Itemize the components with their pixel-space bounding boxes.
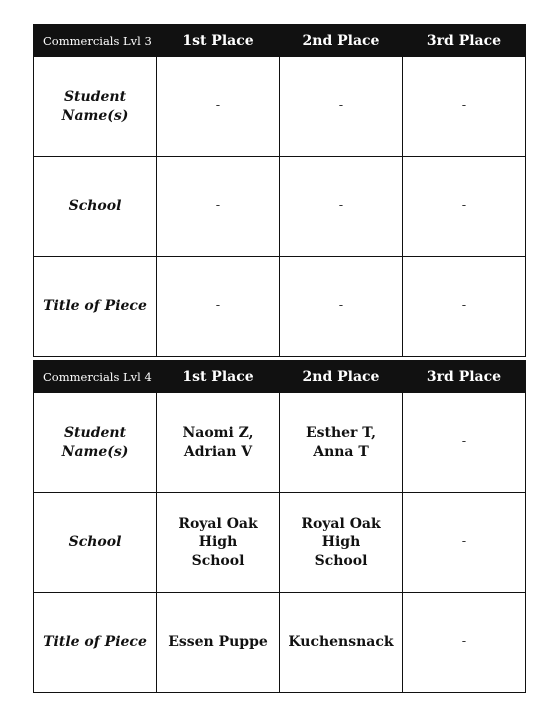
cell-student-names-3rd	[403, 393, 526, 493]
row-label-title-of-piece: Title of Piece	[34, 593, 157, 693]
cell-title-2nd	[280, 593, 403, 693]
cell-student-names-2nd	[280, 57, 403, 157]
cell-student-names-3rd	[403, 57, 526, 157]
table-header-row	[34, 25, 526, 57]
row-label-title-of-piece: Title of Piece	[34, 257, 157, 357]
cell-school-3rd	[403, 493, 526, 593]
cell-line: Royal Oak High	[301, 516, 381, 551]
cell-value: Kuchensnack	[288, 634, 394, 651]
cell-line: School	[314, 552, 368, 569]
cell-line: School	[191, 552, 245, 569]
table-row-school	[34, 493, 526, 593]
table-row-student-names	[34, 57, 526, 157]
category-title: Commercials Lvl 3	[34, 25, 157, 57]
cell-title-1st	[157, 593, 280, 693]
cell-title-1st	[157, 257, 280, 357]
cell-title-2nd	[280, 257, 403, 357]
table-row-school	[34, 157, 526, 257]
results-table-commercials-lvl-3	[33, 24, 526, 357]
cell-school-3rd	[403, 157, 526, 257]
cell-student-names-1st	[157, 57, 280, 157]
row-label-student-names: Student Name(s)	[34, 393, 157, 493]
cell-value: -	[461, 198, 467, 214]
cell-value: -	[215, 198, 221, 214]
results-table-commercials-lvl-4	[33, 360, 526, 693]
cell-value: -	[461, 634, 467, 650]
place-header-3rd: 3rd Place	[403, 361, 526, 393]
cell-student-names-1st	[157, 393, 280, 493]
table-header-row	[34, 361, 526, 393]
cell-school-2nd	[280, 493, 403, 593]
row-label-school: School	[34, 493, 157, 593]
cell-student-names-2nd	[280, 393, 403, 493]
place-header-1st: 1st Place	[157, 361, 280, 393]
cell-line: Anna T	[313, 443, 369, 460]
cell-title-3rd	[403, 257, 526, 357]
cell-line: Esther T,	[305, 425, 377, 442]
cell-value: -	[461, 434, 467, 450]
cell-title-3rd	[403, 593, 526, 693]
cell-value: -	[461, 98, 467, 114]
cell-value: -	[215, 298, 221, 314]
place-header-2nd: 2nd Place	[280, 25, 403, 57]
cell-school-2nd	[280, 157, 403, 257]
cell-line: Adrian V	[183, 443, 253, 460]
place-header-2nd: 2nd Place	[280, 361, 403, 393]
cell-value: -	[215, 98, 221, 114]
table-row-student-names	[34, 393, 526, 493]
place-header-3rd: 3rd Place	[403, 25, 526, 57]
cell-line: Naomi Z,	[182, 425, 254, 442]
cell-value: -	[338, 298, 344, 314]
category-title: Commercials Lvl 4	[34, 361, 157, 393]
row-label-student-names: Student Name(s)	[34, 57, 157, 157]
cell-value: Essen Puppe	[168, 634, 268, 651]
table-row-title-of-piece	[34, 257, 526, 357]
cell-value: -	[461, 534, 467, 550]
place-header-1st: 1st Place	[157, 25, 280, 57]
cell-line: Royal Oak High	[178, 516, 258, 551]
cell-school-1st	[157, 157, 280, 257]
cell-value: -	[338, 98, 344, 114]
table-row-title-of-piece	[34, 593, 526, 693]
cell-school-1st	[157, 493, 280, 593]
row-label-school: School	[34, 157, 157, 257]
cell-value: -	[338, 198, 344, 214]
cell-value: -	[461, 298, 467, 314]
